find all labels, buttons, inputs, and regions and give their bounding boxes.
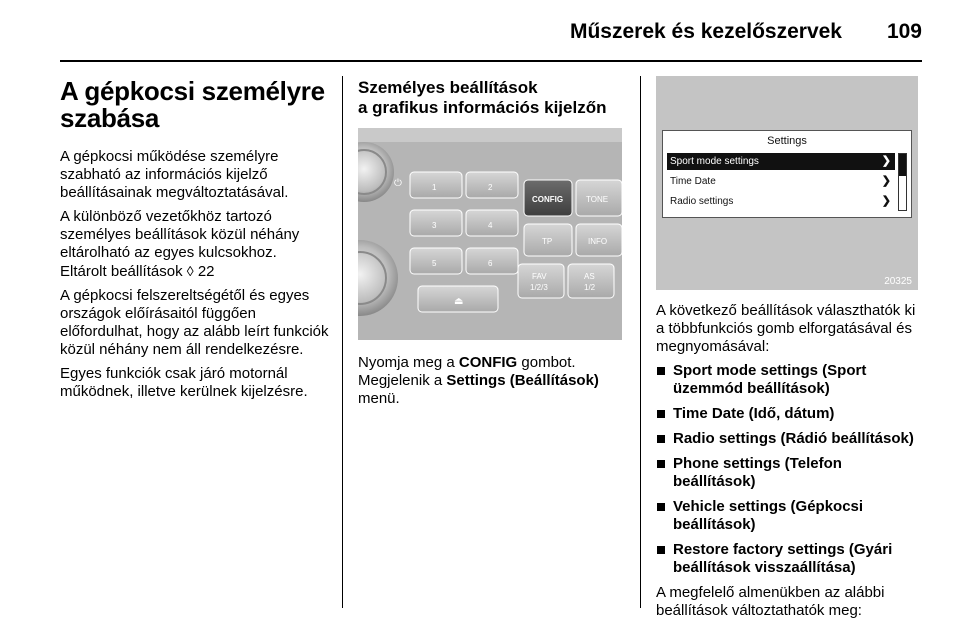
column-3 bbox=[656, 76, 926, 626]
preset-button-4-label: 4 bbox=[488, 221, 493, 230]
as-button-sublabel: 1/2 bbox=[584, 283, 596, 292]
tp-button-label: TP bbox=[542, 237, 553, 246]
settings-list bbox=[656, 362, 926, 577]
page-reference-icon: ◊ bbox=[186, 263, 194, 279]
chevron-right-icon: ❯ bbox=[881, 195, 891, 207]
menu-title: Settings bbox=[767, 135, 807, 147]
as-button-label: AS bbox=[584, 272, 595, 281]
menu-item-sport-mode-settings: Sport mode settings ❯ bbox=[667, 153, 895, 170]
paragraph: Egyes funkciók csak járó motornál működnek, illetve kerülnek kijelzésre. bbox=[60, 365, 308, 400]
figure-number: 20325 bbox=[884, 276, 912, 287]
intro-text: A következő beállítások választhatók ki a többfunkciós gomb elforgatásával és megnyomásával: bbox=[656, 302, 916, 355]
settings-screen-photo bbox=[656, 76, 918, 290]
list-item: Phone settings (Telefon beállítások) bbox=[656, 455, 926, 491]
menu-item-radio-settings: Radio settings ❯ bbox=[667, 193, 895, 210]
heading-line: a grafikus információs kijelzőn bbox=[358, 98, 607, 117]
eject-icon: ⏏ bbox=[454, 296, 464, 307]
paragraph: A gépkocsi felszereltségétől és egyes országok előírásaitól függően előfordulhat, hogy az alább leírt funkciók közül néhány nem áll rendelkezésre. bbox=[60, 287, 329, 358]
list-item: Radio settings (Rádió beállítások) bbox=[656, 430, 926, 448]
instruction-text: Nyomja meg a CONFIG gombot. Megjelenik a Settings (Beállítások) menü. bbox=[358, 354, 599, 407]
tone-button-label: TONE bbox=[586, 195, 609, 204]
settings-label: Settings (Beállítások) bbox=[446, 372, 599, 389]
settings-menu-panel bbox=[662, 130, 912, 218]
paragraph bbox=[60, 208, 330, 281]
list-item: Time Date (Idő, dátum) bbox=[656, 405, 926, 423]
heading-line: Személyes beállítások bbox=[358, 78, 538, 97]
header-rule bbox=[60, 60, 922, 62]
chevron-right-icon: ❯ bbox=[881, 175, 891, 187]
preset-button-5-label: 5 bbox=[432, 259, 437, 268]
menu-item-time-date: Time Date ❯ bbox=[667, 173, 895, 190]
preset-button-1-label: 1 bbox=[432, 183, 437, 192]
bullet-square-icon bbox=[657, 460, 665, 468]
power-icon: ⏻ bbox=[394, 178, 402, 189]
bullet-square-icon bbox=[657, 503, 665, 511]
preset-button-3-label: 3 bbox=[432, 221, 437, 230]
bullet-square-icon bbox=[657, 367, 665, 375]
fav-button-label: FAV bbox=[532, 272, 547, 281]
config-label: CONFIG bbox=[458, 354, 518, 371]
bullet-square-icon bbox=[657, 410, 665, 418]
section-heading bbox=[358, 78, 628, 118]
bullet-square-icon bbox=[657, 546, 665, 554]
list-item: Restore factory settings (Gyári beállítások visszaállítása) bbox=[656, 541, 926, 577]
column-divider bbox=[640, 76, 641, 608]
column-2 bbox=[358, 76, 628, 414]
list-item: Sport mode settings (Sport üzemmód beállítások) bbox=[656, 362, 926, 398]
bullet-square-icon bbox=[657, 435, 665, 443]
paragraph-text: A különböző vezetőkhöz tartozó személyes beállítások közül néhány eltárolható az egyes kulcsokhoz. bbox=[60, 208, 300, 261]
info-button-label: INFO bbox=[588, 237, 608, 246]
reference-link[interactable]: 22 bbox=[197, 263, 215, 280]
list-item: Vehicle settings (Gépkocsi beállítások) bbox=[656, 498, 926, 534]
outro-text: A megfelelő almenükben az alábbi beállítások változtathatók meg: bbox=[656, 584, 885, 619]
column-divider bbox=[342, 76, 343, 608]
column-1 bbox=[60, 76, 330, 407]
control-panel-illustration bbox=[358, 128, 622, 340]
paragraph: A gépkocsi működése személyre szabható az információs kijelző beállításainak megváltoztatásával. bbox=[60, 148, 289, 201]
preset-button-2-label: 2 bbox=[488, 183, 493, 192]
menu-scrollbar-thumb bbox=[899, 154, 906, 176]
section-heading: A gépkocsi személyre szabása bbox=[60, 76, 325, 133]
fav-button-sublabel: 1/2/3 bbox=[530, 283, 548, 292]
reference-text: Eltárolt beállítások bbox=[60, 263, 183, 280]
page-header bbox=[0, 0, 960, 60]
config-button-label: CONFIG bbox=[532, 195, 564, 204]
chevron-right-icon: ❯ bbox=[881, 155, 891, 167]
control-panel-photo bbox=[358, 128, 622, 340]
preset-button-6-label: 6 bbox=[488, 259, 493, 268]
header-title: Műszerek és kezelőszervek bbox=[569, 20, 842, 43]
page-number: 109 bbox=[886, 20, 922, 43]
menu-scrollbar bbox=[898, 153, 907, 211]
